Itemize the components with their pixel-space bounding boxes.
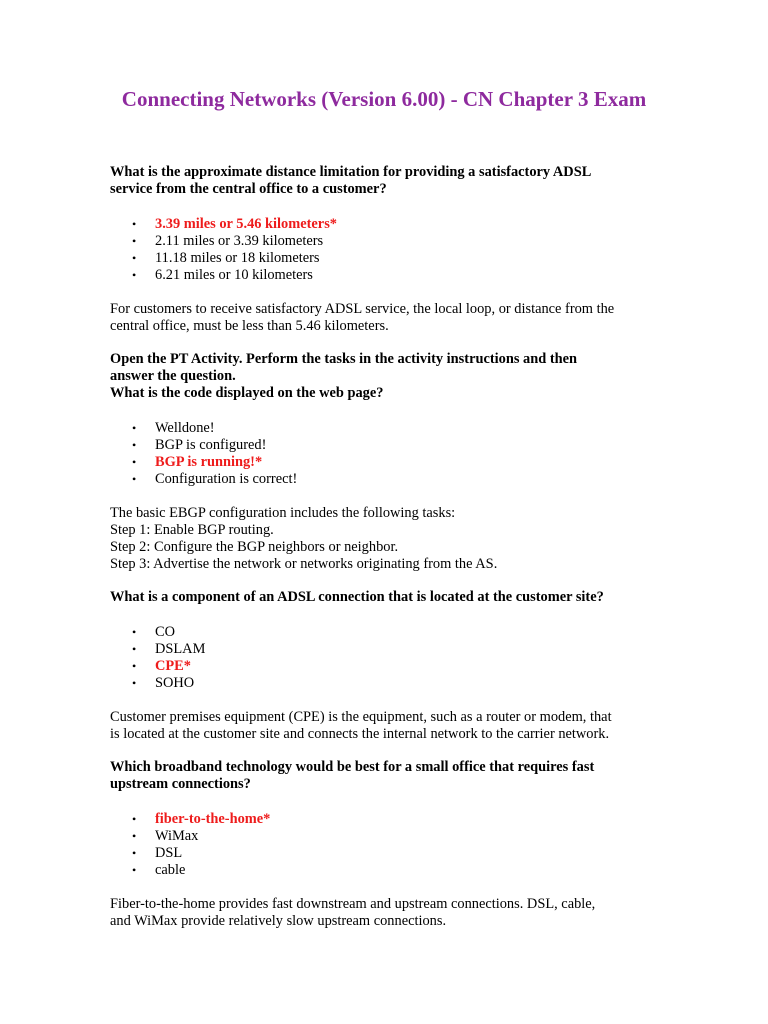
answer-text: Welldone! bbox=[155, 420, 215, 436]
answer-option bbox=[110, 437, 670, 454]
bullet-icon: • bbox=[132, 438, 137, 452]
bullet-icon: • bbox=[132, 268, 137, 282]
answer-option bbox=[110, 862, 670, 879]
explanation-3-line-2: is located at the customer site and connects the internal network to the carrier network. bbox=[110, 726, 610, 742]
question-4 bbox=[110, 759, 670, 793]
bullet-icon: • bbox=[132, 676, 137, 690]
question-2-line-3: What is the code displayed on the web page? bbox=[110, 385, 384, 401]
bullet-icon: • bbox=[132, 642, 137, 656]
bullet-icon: • bbox=[132, 829, 137, 843]
exam-content bbox=[110, 164, 670, 930]
explanation-3 bbox=[110, 709, 670, 743]
question-1 bbox=[110, 164, 670, 198]
explanation-4-line-2: and WiMax provide relatively slow upstream connections. bbox=[110, 913, 447, 929]
bullet-icon: • bbox=[132, 625, 137, 639]
answer-text: WiMax bbox=[155, 828, 199, 844]
bullet-icon: • bbox=[132, 217, 137, 231]
answer-option bbox=[110, 233, 670, 250]
answer-list-2 bbox=[110, 420, 670, 488]
answer-text: CO bbox=[155, 624, 175, 640]
explanation-3-line-1: Customer premises equipment (CPE) is the equipment, such as a router or modem, that bbox=[110, 709, 612, 725]
answer-option bbox=[110, 641, 670, 658]
answer-option bbox=[110, 420, 670, 437]
explanation-1-line-1: For customers to receive satisfactory ADSL service, the local loop, or distance from the bbox=[110, 301, 615, 317]
question-2-line-1: Open the PT Activity. Perform the tasks in the activity instructions and then bbox=[110, 351, 578, 367]
answer-text: fiber-to-the-home* bbox=[155, 811, 271, 827]
explanation-2-line-2: Step 1: Enable BGP routing. bbox=[110, 522, 274, 538]
bullet-icon: • bbox=[132, 659, 137, 673]
answer-option bbox=[110, 811, 670, 828]
question-4-line-1: Which broadband technology would be best for a small office that requires fast bbox=[110, 759, 595, 775]
answer-text: 2.11 miles or 3.39 kilometers bbox=[155, 233, 324, 249]
answer-list-3 bbox=[110, 624, 670, 692]
answer-text: BGP is running!* bbox=[155, 454, 263, 470]
answer-option bbox=[110, 658, 670, 675]
answer-option bbox=[110, 267, 670, 284]
question-2-line-2: answer the question. bbox=[110, 368, 236, 384]
answer-option bbox=[110, 828, 670, 845]
explanation-2-line-3: Step 2: Configure the BGP neighbors or neighbor. bbox=[110, 539, 399, 555]
answer-text: DSL bbox=[155, 845, 183, 861]
answer-text: CPE* bbox=[155, 658, 191, 674]
answer-list-4 bbox=[110, 811, 670, 879]
explanation-4-line-1: Fiber-to-the-home provides fast downstream and upstream connections. DSL, cable, bbox=[110, 896, 596, 912]
explanation-2 bbox=[110, 505, 670, 573]
question-block-2 bbox=[110, 351, 670, 589]
explanation-2-line-4: Step 3: Advertise the network or networks originating from the AS. bbox=[110, 556, 498, 572]
answer-option bbox=[110, 845, 670, 862]
answer-option bbox=[110, 624, 670, 641]
question-block-1 bbox=[110, 164, 670, 351]
question-3 bbox=[110, 589, 670, 606]
answer-text: 11.18 miles or 18 kilometers bbox=[155, 250, 320, 266]
answer-text: cable bbox=[155, 862, 186, 878]
bullet-icon: • bbox=[132, 472, 137, 486]
answer-list-1 bbox=[110, 216, 670, 284]
explanation-1 bbox=[110, 301, 670, 335]
answer-text: 3.39 miles or 5.46 kilometers* bbox=[155, 216, 337, 232]
answer-option bbox=[110, 216, 670, 233]
explanation-4 bbox=[110, 896, 670, 930]
answer-option bbox=[110, 454, 670, 471]
bullet-icon: • bbox=[132, 863, 137, 877]
answer-text: BGP is configured! bbox=[155, 437, 267, 453]
explanation-2-line-1: The basic EBGP configuration includes the following tasks: bbox=[110, 505, 456, 521]
answer-option bbox=[110, 675, 670, 692]
answer-text: 6.21 miles or 10 kilometers bbox=[155, 267, 313, 283]
bullet-icon: • bbox=[132, 421, 137, 435]
answer-text: DSLAM bbox=[155, 641, 206, 657]
bullet-icon: • bbox=[132, 234, 137, 248]
answer-text: SOHO bbox=[155, 675, 195, 691]
explanation-1-line-2: central office, must be less than 5.46 kilometers. bbox=[110, 318, 389, 334]
page-title: Connecting Networks (Version 6.00) - CN Chapter 3 Exam bbox=[121, 87, 647, 111]
question-3-line-1: What is a component of an ADSL connection that is located at the customer site? bbox=[110, 589, 604, 605]
question-block-3 bbox=[110, 589, 670, 759]
bullet-icon: • bbox=[132, 812, 137, 826]
question-2 bbox=[110, 351, 670, 402]
question-1-line-1: What is the approximate distance limitation for providing a satisfactory ADSL bbox=[110, 164, 592, 180]
answer-option bbox=[110, 471, 670, 488]
bullet-icon: • bbox=[132, 455, 137, 469]
bullet-icon: • bbox=[132, 251, 137, 265]
question-1-line-2: service from the central office to a customer? bbox=[110, 181, 387, 197]
bullet-icon: • bbox=[132, 846, 137, 860]
question-block-4 bbox=[110, 759, 670, 930]
answer-option bbox=[110, 250, 670, 267]
answer-text: Configuration is correct! bbox=[155, 471, 298, 487]
question-4-line-2: upstream connections? bbox=[110, 776, 251, 792]
